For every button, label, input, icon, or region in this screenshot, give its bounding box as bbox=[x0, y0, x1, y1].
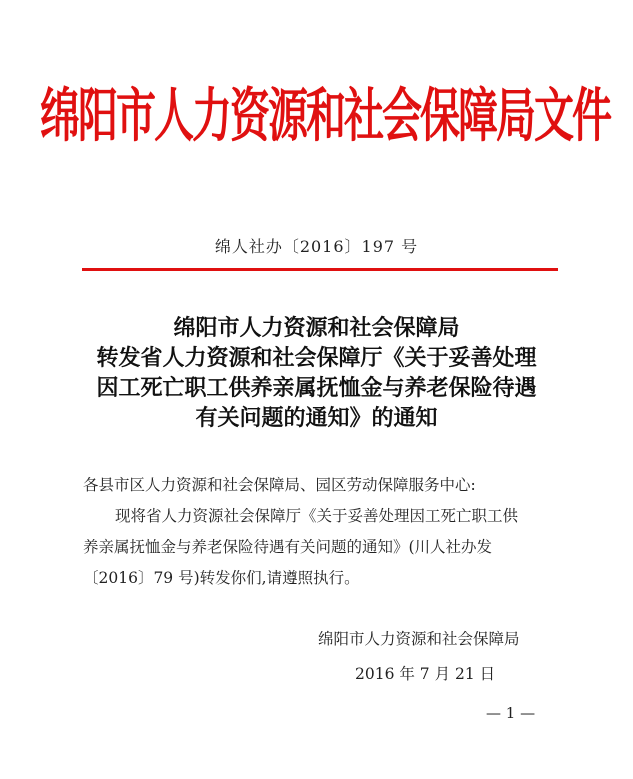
page-number: — 1 — bbox=[486, 704, 536, 722]
paragraph-line: 养亲属抚恤金与养老保险待遇有关问题的通知》(川人社办发 bbox=[83, 538, 493, 556]
title-line: 转发省人力资源和社会保障厅《关于妥善处理 bbox=[96, 346, 537, 371]
document-masthead: 绵阳市人力资源和社会保障局文件 bbox=[40, 83, 610, 150]
document-number: 绵人社办〔2016〕197 号 bbox=[214, 237, 419, 256]
title-line: 因工死亡职工供养亲属抚恤金与养老保险待遇 bbox=[96, 376, 537, 401]
document-title bbox=[0, 314, 633, 434]
red-divider-line bbox=[82, 268, 558, 271]
paragraph-line: 现将省人力资源社会保障厅《关于妥善处理因工死亡职工供 bbox=[115, 507, 519, 525]
addressee: 各县市区人力资源和社会保障局、园区劳动保障服务中心: bbox=[83, 476, 476, 494]
title-line: 绵阳市人力资源和社会保障局 bbox=[173, 316, 460, 341]
issuer-signature: 绵阳市人力资源和社会保障局 bbox=[318, 630, 520, 648]
title-line: 有关问题的通知》的通知 bbox=[195, 406, 438, 431]
paragraph-line: 〔2016〕79 号)转发你们,请遵照执行。 bbox=[83, 569, 360, 587]
issue-date: 2016 年 7 月 21 日 bbox=[355, 665, 496, 683]
body-paragraph bbox=[83, 501, 553, 594]
